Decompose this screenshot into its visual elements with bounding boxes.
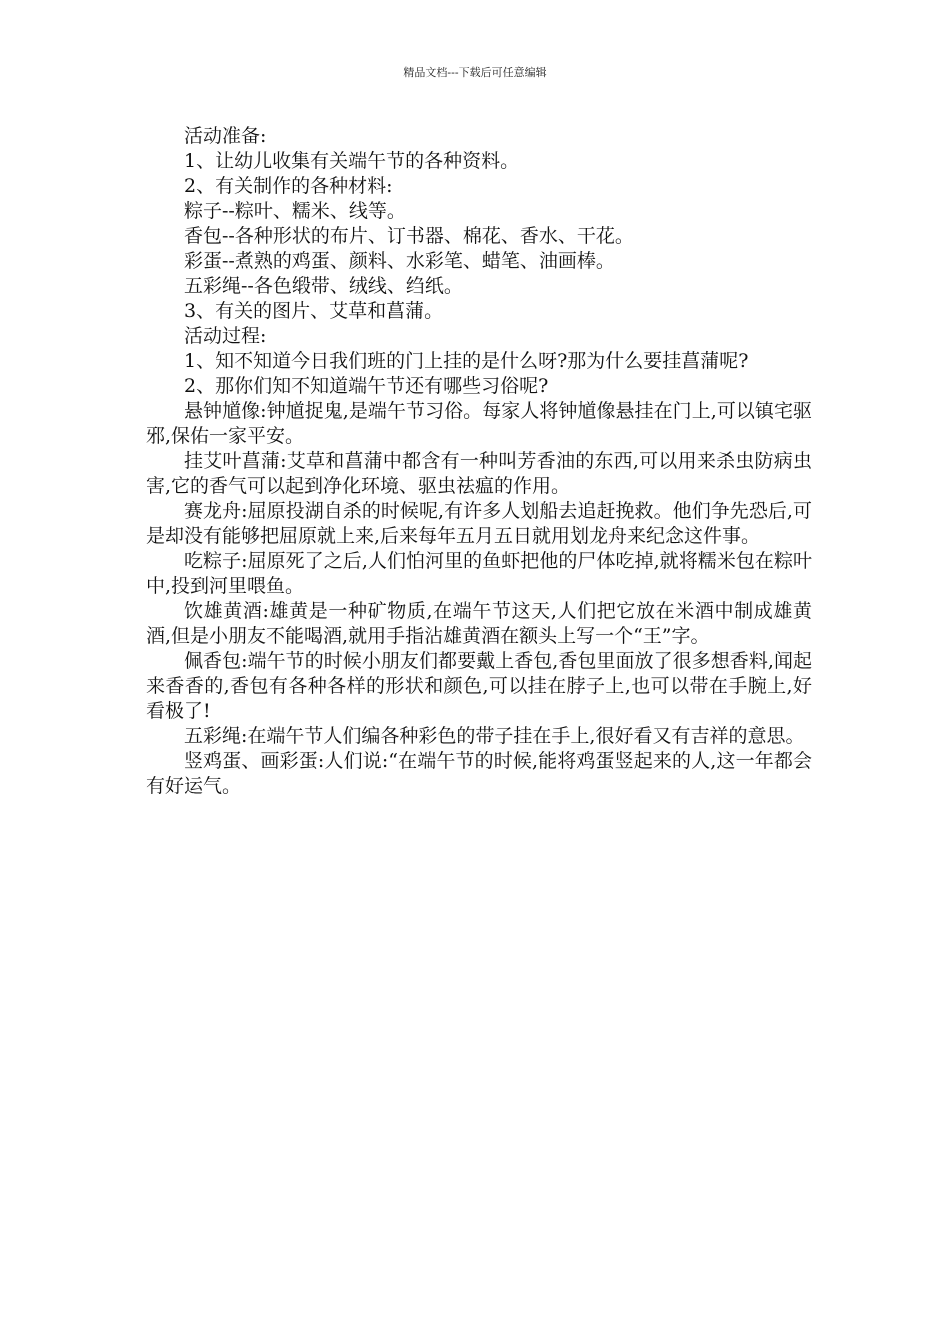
document-body (146, 124, 812, 799)
paragraph: 1、知不知道今日我们班的门上挂的是什么呀?那为什么要挂菖蒲呢? (184, 350, 749, 372)
page-header: 精品文档---下载后可任意编辑 (403, 66, 547, 79)
paragraph: 粽子--粽叶、糯米、线等。 (184, 200, 406, 222)
paragraph: 赛龙舟:屈原投湖自杀的时候呢,有许多人划船去追赶挽救。他们争先恐后,可是却没有能够把屈原就上来,后来每年五月五日就用划龙舟来纪念这件事。 (146, 500, 812, 547)
paragraph: 香包--各种形状的布片、订书器、棉花、香水、干花。 (184, 225, 634, 247)
paragraph: 佩香包:端午节的时候小朋友们都要戴上香包,香包里面放了很多想香料,闻起来香香的,香包有各种各样的形状和颜色,可以挂在脖子上,也可以带在手腕上,好看极了! (146, 650, 812, 722)
paragraph: 1、让幼儿收集有关端午节的各种资料。 (184, 150, 520, 172)
paragraph: 2、那你们知不知道端午节还有哪些习俗呢? (184, 375, 549, 397)
section-heading-preparation: 活动准备: (184, 125, 267, 147)
paragraph: 2、有关制作的各种材料: (184, 175, 393, 197)
section-heading-process: 活动过程: (184, 325, 267, 347)
paragraph: 饮雄黄酒:雄黄是一种矿物质,在端午节这天,人们把它放在米酒中制成雄黄酒,但是小朋友不能喝酒,就用手指沾雄黄酒在额头上写一个“王”字。 (146, 600, 812, 647)
paragraph: 悬钟馗像:钟馗捉鬼,是端午节习俗。每家人将钟馗像悬挂在门上,可以镇宅驱邪,保佑一家平安。 (146, 400, 812, 447)
paragraph: 五彩绳--各色缎带、绒线、绉纸。 (184, 275, 463, 297)
paragraph: 五彩绳:在端午节人们编各种彩色的带子挂在手上,很好看又有吉祥的意思。 (184, 725, 805, 747)
paragraph: 吃粽子:屈原死了之后,人们怕河里的鱼虾把他的尸体吃掉,就将糯米包在粽叶中,投到河里喂鱼。 (146, 550, 812, 597)
paragraph: 3、有关的图片、艾草和菖蒲。 (184, 300, 444, 322)
paragraph: 挂艾叶菖蒲:艾草和菖蒲中都含有一种叫芳香油的东西,可以用来杀虫防病虫害,它的香气可以起到净化环境、驱虫祛瘟的作用。 (146, 450, 812, 497)
paragraph: 竖鸡蛋、画彩蛋:人们说:“在端午节的时候,能将鸡蛋竖起来的人,这一年都会有好运气。 (146, 750, 812, 797)
paragraph: 彩蛋--煮熟的鸡蛋、颜料、水彩笔、蜡笔、油画棒。 (184, 250, 615, 272)
